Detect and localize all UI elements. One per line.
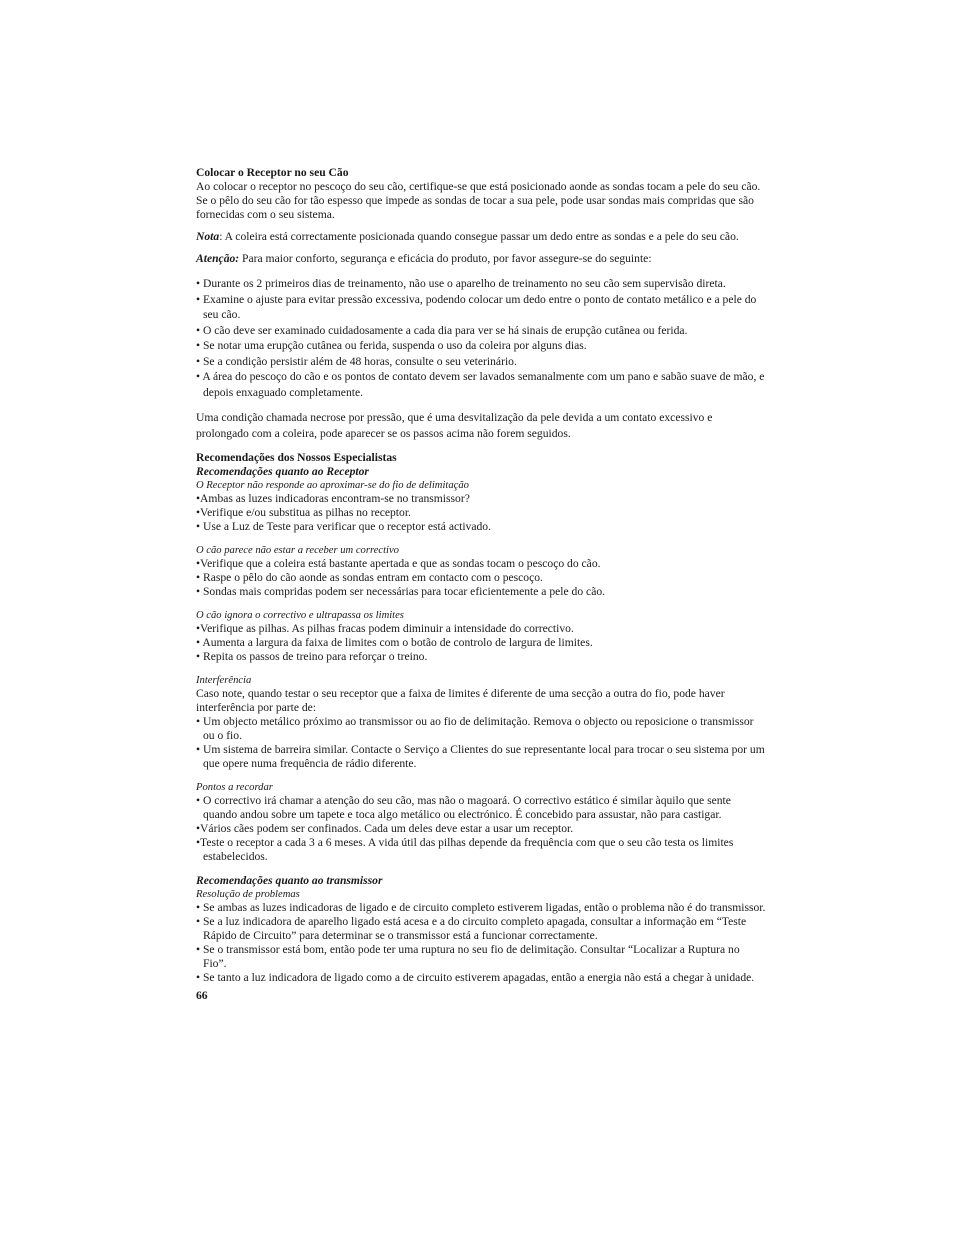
- list-item: • Um objecto metálico próximo ao transmissor ou ao fio de delimitação. Remova o objecto ou reposicione o transmissor ou o fio.: [196, 715, 754, 742]
- group-title: Pontos a recordar: [196, 782, 273, 793]
- group-title: O cão parece não estar a receber um correctivo: [196, 545, 399, 556]
- list-item: •Teste o receptor a cada 3 a 6 meses. A vida útil das pilhas depende da frequência com que o seu cão testa os limites estabelecidos.: [196, 836, 734, 863]
- list-item: • Um sistema de barreira similar. Contacte o Serviço a Clientes do sue representante local para trocar o seu sistema por um que opere numa frequência de rádio diferente.: [196, 743, 765, 770]
- troubleshoot-group: [196, 609, 766, 664]
- transmitter-section: [196, 874, 766, 985]
- list-item: •Verifique as pilhas. As pilhas fracas podem diminuir a intensidade do correctivo.: [196, 622, 574, 635]
- list-item: • Sondas mais compridas podem ser necessárias para tocar eficientemente a pele do cão.: [196, 585, 606, 598]
- paragraph-interference: Caso note, quando testar o seu receptor que a faixa de limites é diferente de uma secção a outra do fio, pode haver interferência por parte de:: [196, 687, 725, 714]
- remember-section: [196, 781, 766, 864]
- group-title: O cão ignora o correctivo e ultrapassa os limites: [196, 610, 404, 621]
- attention-text: Para maior conforto, segurança e eficácia do produto, por favor assegure-se do seguinte:: [239, 252, 652, 265]
- troubleshoot-group: [196, 544, 766, 599]
- list-item: • Se notar uma erupção cutânea ou ferida, suspenda o uso da coleira por alguns dias.: [196, 339, 587, 352]
- list-item: • Durante os 2 primeiros dias de treinamento, não use o aparelho de treinamento no seu cão sem supervisão direta.: [196, 277, 726, 290]
- list-item: • O cão deve ser examinado cuidadosamente a cada dia para ver se há sinais de erupção cutânea ou ferida.: [196, 323, 688, 337]
- list-item: • Se tanto a luz indicadora de ligado como a de circuito estiverem apagadas, então a energia não está a chegar à unidade.: [196, 971, 755, 984]
- list-item: • Se a luz indicadora de aparelho ligado está acesa e a do circuito completo apagada, consultar a informação em “Teste Rápido de Circuito” para determinar se o transmissor está a funcionar correctamente.: [196, 915, 747, 942]
- group-title: Interferência: [196, 675, 252, 686]
- list-item: • O correctivo irá chamar a atenção do seu cão, mas não o magoará. O correctivo estático é similar àquilo que sente quando andou sobre um tapete e toca algo metálico ou electrónico. É concebido para assustar, não para castigar.: [196, 794, 731, 821]
- document-page: [196, 166, 766, 1003]
- list-item: •Ambas as luzes indicadoras encontram-se no transmissor?: [196, 492, 470, 505]
- group-title: O Receptor não responde ao aproximar-se do fio de delimitação: [196, 480, 469, 491]
- list-item: • Se ambas as luzes indicadoras de ligado e de circuito completo estiverem ligadas, então o problema não é do transmissor.: [196, 901, 766, 914]
- group-title: Resolução de problemas: [196, 889, 300, 900]
- list-item: •Verifique que a coleira está bastante apertada e que as sondas tocam o pescoço do cão.: [196, 557, 601, 570]
- list-item: • Repita os passos de treino para reforçar o treino.: [196, 650, 428, 663]
- paragraph-necrosis: Uma condição chamada necrose por pressão, que é uma desvitalização da pele devida a um contato excessivo e prolongado com a coleira, pode aparecer se os passos acima não forem seguidos.: [196, 411, 713, 440]
- list-item: •Vários cães podem ser confinados. Cada um deles deve estar a usar um receptor.: [196, 822, 574, 835]
- subsection-title-receiver: Recomendações quanto ao Receptor: [196, 465, 369, 478]
- interference-section: [196, 674, 766, 771]
- safety-bullet-list: [196, 276, 766, 400]
- list-item: • Se o transmissor está bom, então pode ter uma ruptura no seu fio de delimitação. Consultar “Localizar a Ruptura no Fio”.: [196, 943, 740, 970]
- attention-label: Atenção:: [196, 252, 240, 265]
- paragraph-intro: Ao colocar o receptor no pescoço do seu cão, certifique-se que está posicionado aonde as sondas tocam a pele do seu cão. Se o pêlo do seu cão for tão espesso que impede as sondas de tocar a sua pele, pode usar sondas mais compridas que são fornecidas com o seu sistema.: [196, 180, 761, 221]
- troubleshoot-group: [196, 479, 766, 534]
- list-item: • A área do pescoço do cão e os pontos de contato devem ser lavados semanalmente com um pano e sabão suave de mão, e depois enxaguado completamente.: [196, 370, 765, 399]
- section-title-receiver-placement: Colocar o Receptor no seu Cão: [196, 166, 349, 179]
- paragraph-note: [196, 230, 766, 244]
- page-number: 66: [196, 989, 208, 1002]
- list-item: • Use a Luz de Teste para verificar que o receptor está activado.: [196, 520, 491, 533]
- list-item: • Se a condição persistir além de 48 horas, consulte o seu veterinário.: [196, 354, 517, 368]
- list-item: •Verifique e/ou substitua as pilhas no receptor.: [196, 506, 411, 519]
- note-text: : A coleira está correctamente posicionada quando consegue passar um dedo entre as sondas e a pele do seu cão.: [219, 230, 739, 243]
- list-item: • Raspe o pêlo do cão aonde as sondas entram em contacto com o pescoço.: [196, 571, 543, 584]
- paragraph-attention: [196, 252, 766, 266]
- section-title-expert-recommendations: Recomendações dos Nossos Especialistas: [196, 451, 397, 464]
- subsection-title-transmitter: Recomendações quanto ao transmissor: [196, 874, 383, 887]
- note-label: Nota: [196, 230, 220, 243]
- list-item: • Aumenta a largura da faixa de limites com o botão de controlo de largura de limites.: [196, 636, 593, 649]
- list-item: • Examine o ajuste para evitar pressão excessiva, podendo colocar um dedo entre o ponto de contato metálico e a pele do seu cão.: [196, 292, 757, 321]
